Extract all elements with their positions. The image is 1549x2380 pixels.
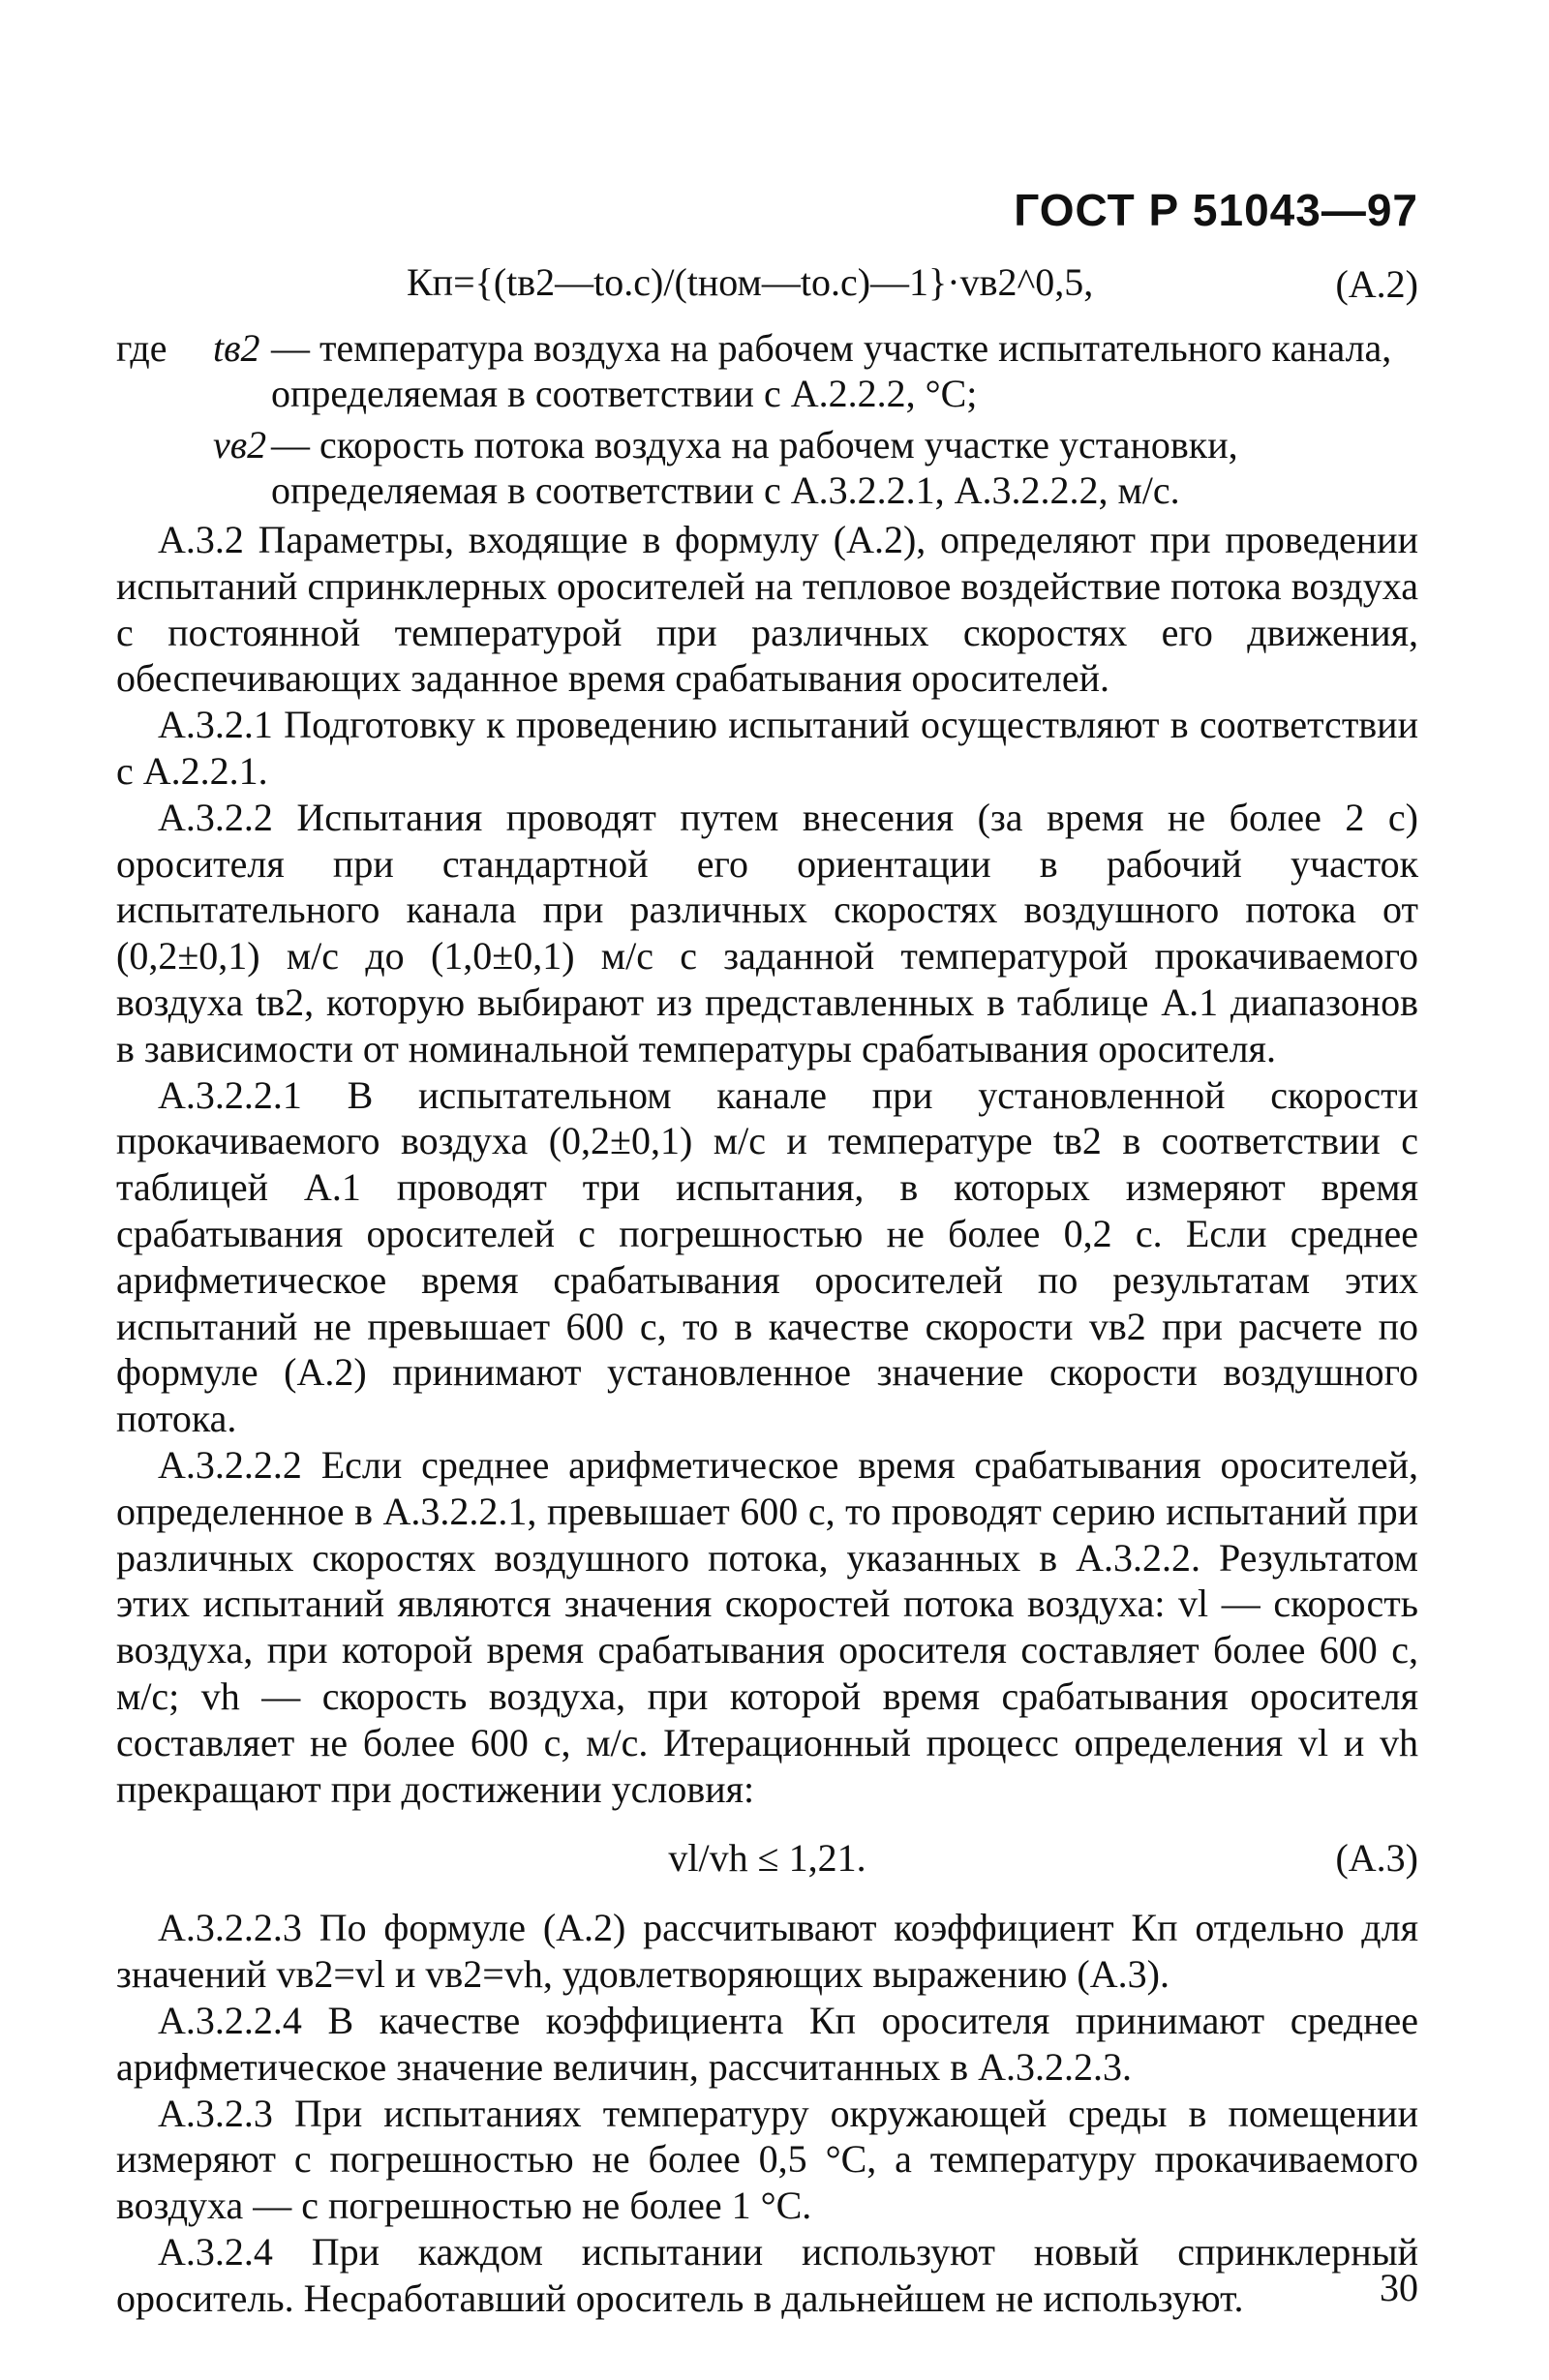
body-text: [116, 517, 1418, 2321]
where-description: — скорость потока воздуха на рабочем участке установки, определяемая в соответствии с А.3.2.2.1, А.3.2.2.2, м/с.: [271, 423, 1238, 512]
paragraph: А.3.2.2 Испытания проводят путем внесения (за время не более 2 с) оросителя при стандартной его ориентации в рабочий участок испытательного канала при различных скоростях воздушного потока от (0,2±0,1) м/с до (1,0±0,1) м/с с заданной температурой прокачиваемого воздуха tв2, которую выбирают из представленных в таблице А.1 диапазонов в зависимости от номинальной температуры срабатывания оросителя.: [116, 795, 1418, 1070]
where-lead: где: [116, 326, 167, 370]
paragraph: А.3.2.2.1 В испытательном канале при установленной скорости прокачиваемого воздуха (0,2±0,1) м/с и температуре tв2 в соответствии с таблицей А.1 проводят три испытания, в которых измеряют время срабатывания оросителей с погрешностью не более 0,2 с. Если среднее арифметическое время срабатывания оросителей по результатам этих испытаний не превышает 600 с, то в качестве скорости vв2 при расчете по формуле (А.2) принимают установленное значение скорости воздушного потока.: [116, 1072, 1418, 1441]
paragraph: А.3.2 Параметры, входящие в формулу (А.2), определяют при проведении испытаний спринклерных оросителей на тепловое воздействие потока воздуха с постоянной температурой при различных скоростях его движения, обеспечивающих заданное время срабатывания оросителей.: [116, 518, 1418, 701]
paragraph: А.3.2.3 При испытаниях температуру окружающей среды в помещении измеряют с погрешностью не более 0,5 °С, а температуру прокачиваемого воздуха — с погрешностью не более 1 °С.: [116, 2091, 1418, 2228]
page-number: 30: [1380, 2266, 1418, 2309]
formula-a3: vl/vh ≤ 1,21.: [668, 1836, 866, 1881]
formula-a2-number: (А.2): [1335, 262, 1418, 306]
where-item: [116, 325, 1418, 416]
paragraph: А.3.2.2.4 В качестве коэффициента Кп оросителя принимают среднее арифметическое значение величин, рассчитанных в А.3.2.2.3.: [116, 1998, 1418, 2089]
paragraph: А.3.2.2.3 По формуле (А.2) рассчитывают коэффициент Кп отдельно для значений vв2=vl и vв2=vh, удовлетворяющих выражению (А.3).: [116, 1906, 1418, 1997]
paragraph: А.3.2.4 При каждом испытании используют новый спринклерный ороситель. Несработавший ороситель в дальнейшем не используют.: [116, 2229, 1418, 2320]
where-item: [116, 422, 1418, 513]
paragraph: А.3.2.2.2 Если среднее арифметическое время срабатывания оросителей, определенное в А.3.2.2.1, превышает 600 с, то проводят серию испытаний при различных скоростях воздушного потока, указанных в А.3.2.2. Результатом этих испытаний являются значения скоростей потока воздуха: vl — скорость воздуха, при которой время срабатывания оросителя составляет более 600 с, м/с; vh — скорость воздуха, при которой время срабатывания оросителя составляет не более 600 с, м/с. Итерационный процесс определения vl и vh прекращают при достижении условия:: [116, 1442, 1418, 1811]
formula-a3-number: (А.3): [1335, 1836, 1418, 1881]
where-description: — температура воздуха на рабочем участке испытательного канала, определяемая в соответствии с А.2.2.2, °С;: [271, 326, 1392, 415]
where-symbol: tв2: [213, 326, 260, 370]
formula-a2: Кп={(tв2—tо.с)/(tном—tо.с)—1}·vв2^0,5,: [407, 260, 1094, 304]
formula-a3-block: [116, 1812, 1418, 1905]
standard-header: ГОСТ Р 51043—97: [1014, 185, 1418, 235]
where-block: [116, 325, 1418, 513]
paragraph: А.3.2.1 Подготовку к проведению испытаний осуществляют в соответствии с А.2.2.1.: [116, 703, 1418, 793]
where-symbol: vв2: [213, 423, 267, 467]
